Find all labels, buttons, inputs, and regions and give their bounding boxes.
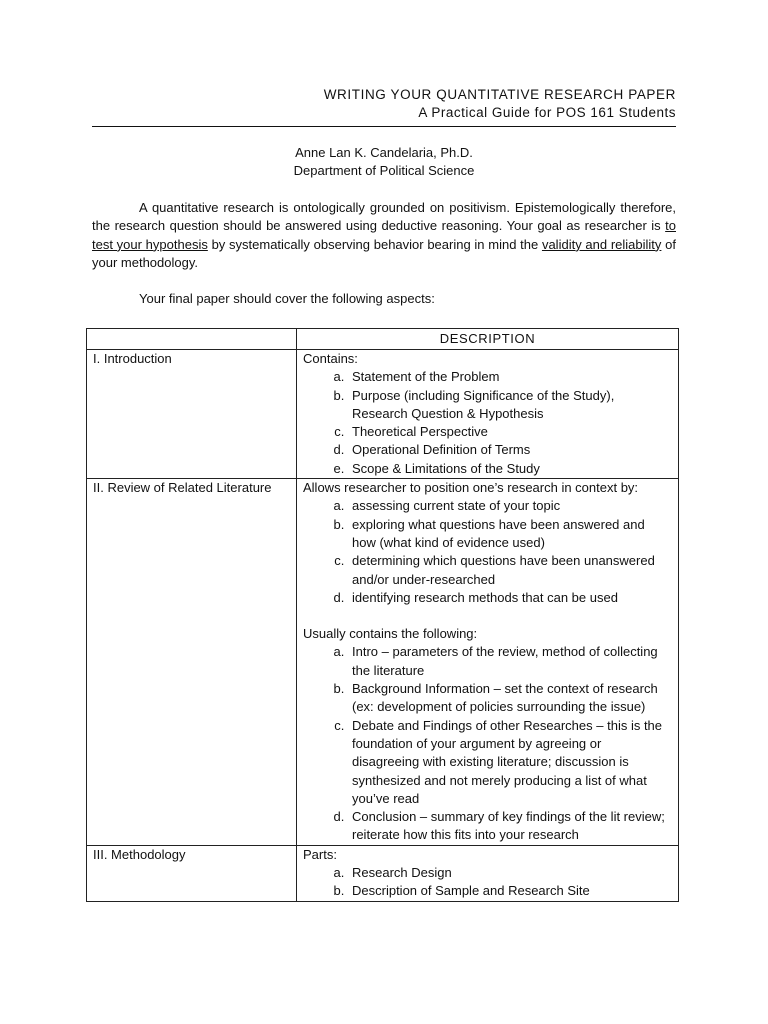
header-divider — [92, 126, 676, 127]
author-block — [92, 144, 676, 180]
document-header — [92, 86, 676, 122]
description-lead-2: Usually contains the following: — [303, 626, 478, 642]
intro-text-2: by systematically observing behavior bearing in mind the — [207, 236, 542, 252]
section-cell: I. Introduction — [87, 350, 297, 479]
intro-text-3: of your methodology. — [92, 236, 676, 271]
cover-instruction: Your final paper should cover the following aspects: — [139, 291, 435, 306]
description-list-2 — [303, 643, 672, 844]
intro-underlined-validity: validity and reliability — [541, 236, 662, 252]
intro-text-1: A quantitative research is ontologically grounded on positivism. Epistemologically therefore, the research question should be answered using deductive reasoning. Your goal as researcher is — [92, 200, 676, 234]
description-cell — [297, 479, 679, 846]
table-row-methodology — [87, 845, 679, 901]
intro-paragraph — [92, 199, 676, 273]
list-item: b. Purpose (including Significance of the Study), Research Question & Hypothesis — [348, 387, 672, 424]
description-lead: Contains: — [303, 351, 358, 366]
list-item: a. Intro – parameters of the review, method of collecting the literature — [348, 643, 672, 680]
header-cell-description: DESCRIPTION — [297, 329, 679, 350]
author-name: Anne Lan K. Candelaria, Ph.D. — [295, 145, 473, 160]
description-cell — [297, 845, 679, 901]
table-row-introduction — [87, 350, 679, 479]
author-department: Department of Political Science — [293, 163, 475, 178]
list-item: a. assessing current state of your topic — [348, 497, 672, 515]
section-cell: II. Review of Related Literature — [87, 479, 297, 846]
description-list — [303, 368, 672, 478]
description-lead: Allows researcher to position one’s research in context by: — [303, 480, 639, 496]
list-item: b. exploring what questions have been answered and how (what kind of evidence used) — [348, 516, 672, 553]
list-item: b. Description of Sample and Research Site — [348, 882, 672, 900]
list-item: c. Debate and Findings of other Researches – this is the foundation of your argument by agreeing or disagreeing with existing literature; discussion is synthesized and not merely producing a list of what you’ve read — [348, 717, 672, 808]
document-subtitle: A Practical Guide for POS 161 Students — [418, 105, 676, 120]
list-item: d. Operational Definition of Terms — [348, 441, 672, 459]
list-item: e. Scope & Limitations of the Study — [348, 460, 672, 478]
description-list — [303, 497, 672, 607]
description-cell — [297, 350, 679, 479]
document-title: WRITING YOUR QUANTITATIVE RESEARCH PAPER — [323, 87, 676, 102]
header-cell-section — [87, 329, 297, 350]
list-item: d. identifying research methods that can be used — [348, 589, 672, 607]
section-cell: III. Methodology — [87, 845, 297, 901]
list-item: b. Background Information – set the context of research (ex: development of policies surrounding the issue) — [348, 680, 672, 717]
list-item: a. Research Design — [348, 864, 672, 882]
description-lead: Parts: — [303, 846, 337, 862]
table-header-row — [87, 329, 679, 350]
list-item: c. determining which questions have been unanswered and/or under-researched — [348, 552, 672, 589]
list-item: d. Conclusion – summary of key findings of the lit review; reiterate how this fits into your research — [348, 808, 672, 845]
list-item: c. Theoretical Perspective — [348, 423, 672, 441]
intro-underlined-hypothesis: to test your hypothesis — [92, 218, 676, 252]
spacer — [303, 607, 672, 625]
table-row-literature-review — [87, 479, 679, 846]
list-item: a. Statement of the Problem — [348, 368, 672, 386]
description-list — [303, 864, 672, 901]
guide-table — [86, 328, 679, 902]
